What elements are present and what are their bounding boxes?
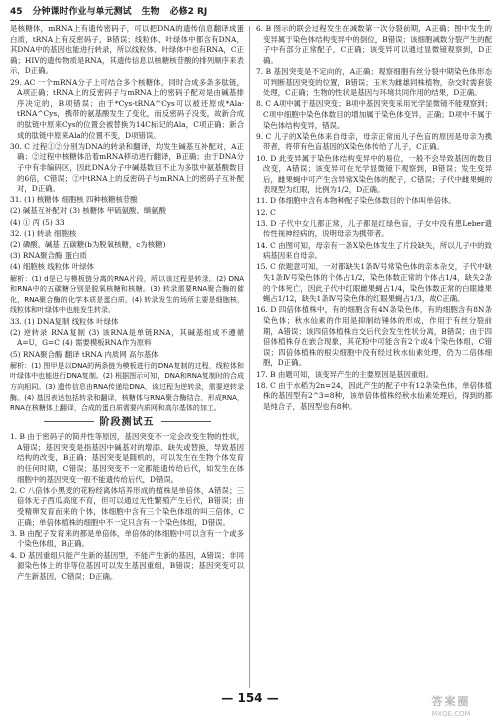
section-title: 阶段测试五 (10, 418, 244, 429)
test-answer-15: 15. C 依题意可知，一对都缺失1条Ⅳ号常染色体的亲本杂交，子代中缺失1条Ⅳ号染色体的个体占1/2，染色体数正常的个体占1/4，缺失2条的个体死亡，因此子代中红眼雌果蝇占1/4，染色体数正常的白眼雄果蝇占1/12，缺失1条Ⅳ号染色体的红眼果蝇占1/3，故C正确。 (256, 262, 492, 304)
watermark-url: MXQE.COM (431, 710, 471, 718)
header-page-left: 45 (10, 7, 23, 17)
test-answer-2: 2. C 八倍体小黑麦的花粉经离体培养形成的植株是单倍体，A错误；三倍体无子西瓜高度不育，但可以通过无性繁殖产生后代，B错误；由受精卵发育而来的个体，体细胞中含有三个染色体组的叫三倍体，C正确；单倍体植株的细胞中不一定只含有一个染色体组，D错误。 (10, 485, 244, 527)
explanation-note: 解析：(1) d是已与模板链分离的RNA片段，所以该过程是转录。(2) DNA和RNA中的五碳糖分别是脱氧核糖和核糖。(3) 转录需要RNA聚合酶的催化，RNA聚合酶的化学本质是蛋白质。(4) 转录发生的场所主要是细胞核，线粒体和叶绿体中也能发生转录。 (10, 274, 244, 315)
answer-29: 29. AC 一个mRNA分子上可结合多个核糖体，同时合成多条多肽链，A项正确；tRNA上的反密码子与mRNA上的密码子配对是由碱基排序决定的，B项错误；由于*Cys-tRNA^Cys可以被还原成*Ala-tRNA^Cys，携带的氨基酸发生了变化，而反密码子没变，故新合成的肽链中原来Cys的位置会被替换为14C标记的Ala，C项正确；新合成的肽链中原来Ala的位置不变，D项错误。 (10, 77, 244, 140)
answer-32-2: (2) 磷酸、碱基 五碳糖(b为脱氧核糖，c为核糖) (10, 240, 166, 250)
column-divider (249, 26, 250, 688)
test-answer-14: 14. C 由图可知，母亲有一条X染色体发生了片段缺失，所以儿子中的致病基因来自母亲。 (256, 240, 492, 261)
test-answer-4: 4. D 基因重组只能产生新的基因型，不能产生新的基因，A错误；非同源染色体上的非等位基因可以发生基因重组，B错误；基因突变可以产生新基因，C错误；D正确。 (10, 550, 244, 581)
answer-33: 33. (1) DNA复制 线粒体 叶绿体 (10, 316, 119, 326)
test-answer-6: 6. B 图示的联会过程发生在减数第一次分裂前期，A正确；图中发生的变异属于染色体结构变异中的倒位，B错误；该细胞减数分裂产生的配子中有部分正常配子，C正确；该变异可以通过显微镜观察到，D正确。 (256, 24, 492, 65)
answer-31-4: (4) ① 丙 (5) 33 (10, 217, 65, 227)
test-answer-17: 17. B 由题可知，该变异产生的主要原因是基因重组。 (256, 369, 434, 379)
watermark-text: 答案圈 (431, 695, 471, 708)
right-column (256, 24, 492, 689)
header-subject: 生物 (141, 7, 160, 17)
test-answer-3: 3. B 由配子发育来的都是单倍体，单倍体的体细胞中可以含有一个或多个染色体组，B正确。 (10, 528, 244, 549)
answer-paragraph: 是核糖体，mRNA上有遗传密码子，可以把DNA的遗传信息翻译成蛋白质，tRNA上有反密码子，B错误；线粒体、叶绿体中都含有DNA，其DNA中的基因也能进行转录，所以线粒体、叶绿体中也有RNA，C正确；HIV的遗传物质是RNA，其遗传信息以核糖核苷酸的排列顺序来表示，D正确。 (10, 24, 244, 76)
test-answer-12: 12. C (256, 207, 276, 217)
test-answer-11: 11. D 体细胞中含有本物种配子染色体数目的个体叫单倍体。 (256, 196, 456, 206)
test-answer-16: 16. D 四倍体植株中，有的细胞含有4N条染色体，有的细胞含有8N条染色体；秋水仙素的作用是抑制纺锤体的形成，作用于有丝分裂前期，A错误；该四倍体植株自交后代会发生性状分离，B错误；由于四倍体植株存在嵌合现象，其花粉中可能含有2个或4个染色体组，C错误；四倍体植株的根尖细胞中没有经过秋水仙素处理，仍为二倍体细胞，D正确。 (256, 305, 492, 368)
answer-31: 31. (1) 核糖体 细胞核 四种核糖核苷酸 (10, 195, 138, 205)
watermark-logo (408, 696, 494, 722)
page-header (10, 6, 490, 21)
answer-32: 32. (1) 转录 细胞核 (10, 228, 77, 238)
test-answer-1: 1. B 由于密码子的简并性等原因，基因突变不一定会改变生物的性状，A错误；基因突变是指基因中碱基对的增添、缺失或替换，导致基因结构的改变，B正确；基因突变是随机的，可以发生在生物个体发育的任何时期，C错误；基因突变不一定都能遗传给后代，如发生在体细胞中的基因突变一般不能遗传给后代，D错误。 (10, 432, 244, 484)
test-answer-9: 9. C 儿子的X染色体来自母亲，母亲正常而儿子色盲的原因是母亲为携带者，将带有色盲基因的X染色体传给了儿子，C正确。 (256, 131, 492, 152)
page-number: — 154 — (221, 691, 279, 705)
answer-32-4: (4) 细胞核 线粒体 叶绿体 (10, 262, 95, 272)
test-answer-7: 7. B 基因突变是不定向的，A正确；观察细胞有丝分裂中期染色体形态可判断基因突变的位置，B错误；玉米为雌雄同株植物，杂交时需套袋处理，C正确；生物的性状是基因与环境共同作用的结果，D正确。 (256, 66, 492, 98)
answer-30: 30. C 过程①②分别为DNA的转录和翻译，均发生碱基互补配对，A正确；②过程中核糖体沿着mRNA移动进行翻译，B正确；由于DNA分子中有非编码区，因此DNA分子中碱基数目不止为多肽中氨基酸数目的6倍，C错误；②中tRNA上的反密码子与mRNA上的密码子互补配对，D正确。 (10, 141, 244, 194)
header-book: 必修2 RJ (169, 7, 208, 17)
answer-31-2: (2) 碱基互补配对 (3) 核糖体 甲硫氨酸、缬氨酸 (10, 206, 166, 216)
test-answer-8: 8. C A项中属于基因突变；B项中基因突变采用光学显微镜不能观察到；C项中细胞中染色体数目的增加属于染色体变异，正确；D项中不属于染色体结构变异，错误。 (256, 99, 492, 130)
explanation-note-2: 解析：(1) 图甲是以DNA的两条链为模板进行的DNA复制的过程，线粒体和叶绿体中也能进行DNA复制。(2) 根据图示可知，DNA和RNA复制时的合成方向相同。(3) 遗传信息由RNA传递给DNA，该过程为逆转录，需要逆转录酶。(4) 基因表达包括转录和翻译，核糖体与RNA聚合酶结合，形成RNA，RNA在核糖体上翻译，合成的蛋白质需要内质网和高尔基体的加工。 (10, 361, 244, 413)
test-answer-13: 13. D 子代中女儿都正常，儿子都是红绿色盲，子女中没有患Leber遗传性视神经病的，说明母亲为携带者。 (256, 218, 492, 239)
answer-33-2: (2) 逆转录 RNA复制 (3) 该RNA是单链RNA，其碱基组成不遵循A=U，G=C (4) 需要模板RNA作为原料 (10, 327, 244, 348)
header-title: 分钟课时作业与单元测试 (32, 7, 132, 17)
test-answer-10: 10. D 此变异属于染色体结构变异中的易位，一般不会导致基因的数目改变，A错误；该变异可在光学显微镜下观察到，B错误；发生变异后，雌果蝇中可产生含异常X染色体的配子，C错误；子代中雌果蝇的表现型为红眼，比例为1/2，D正确。 (256, 153, 492, 195)
answer-32-3: (3) RNA聚合酶 蛋白质 (10, 251, 87, 261)
left-column (10, 24, 244, 689)
test-answer-18: 18. C 由于水稻为2n=24，因此产生的配子中有12条染色体，单倍体植株的基因型有2^3=8种，该单倍体植株经秋水仙素处理后，得到的都是纯合子，基因型也有8种。 (256, 380, 492, 411)
answer-33-5: (5) RNA聚合酶 翻译 tRNA 内质网 高尔基体 (10, 349, 159, 359)
